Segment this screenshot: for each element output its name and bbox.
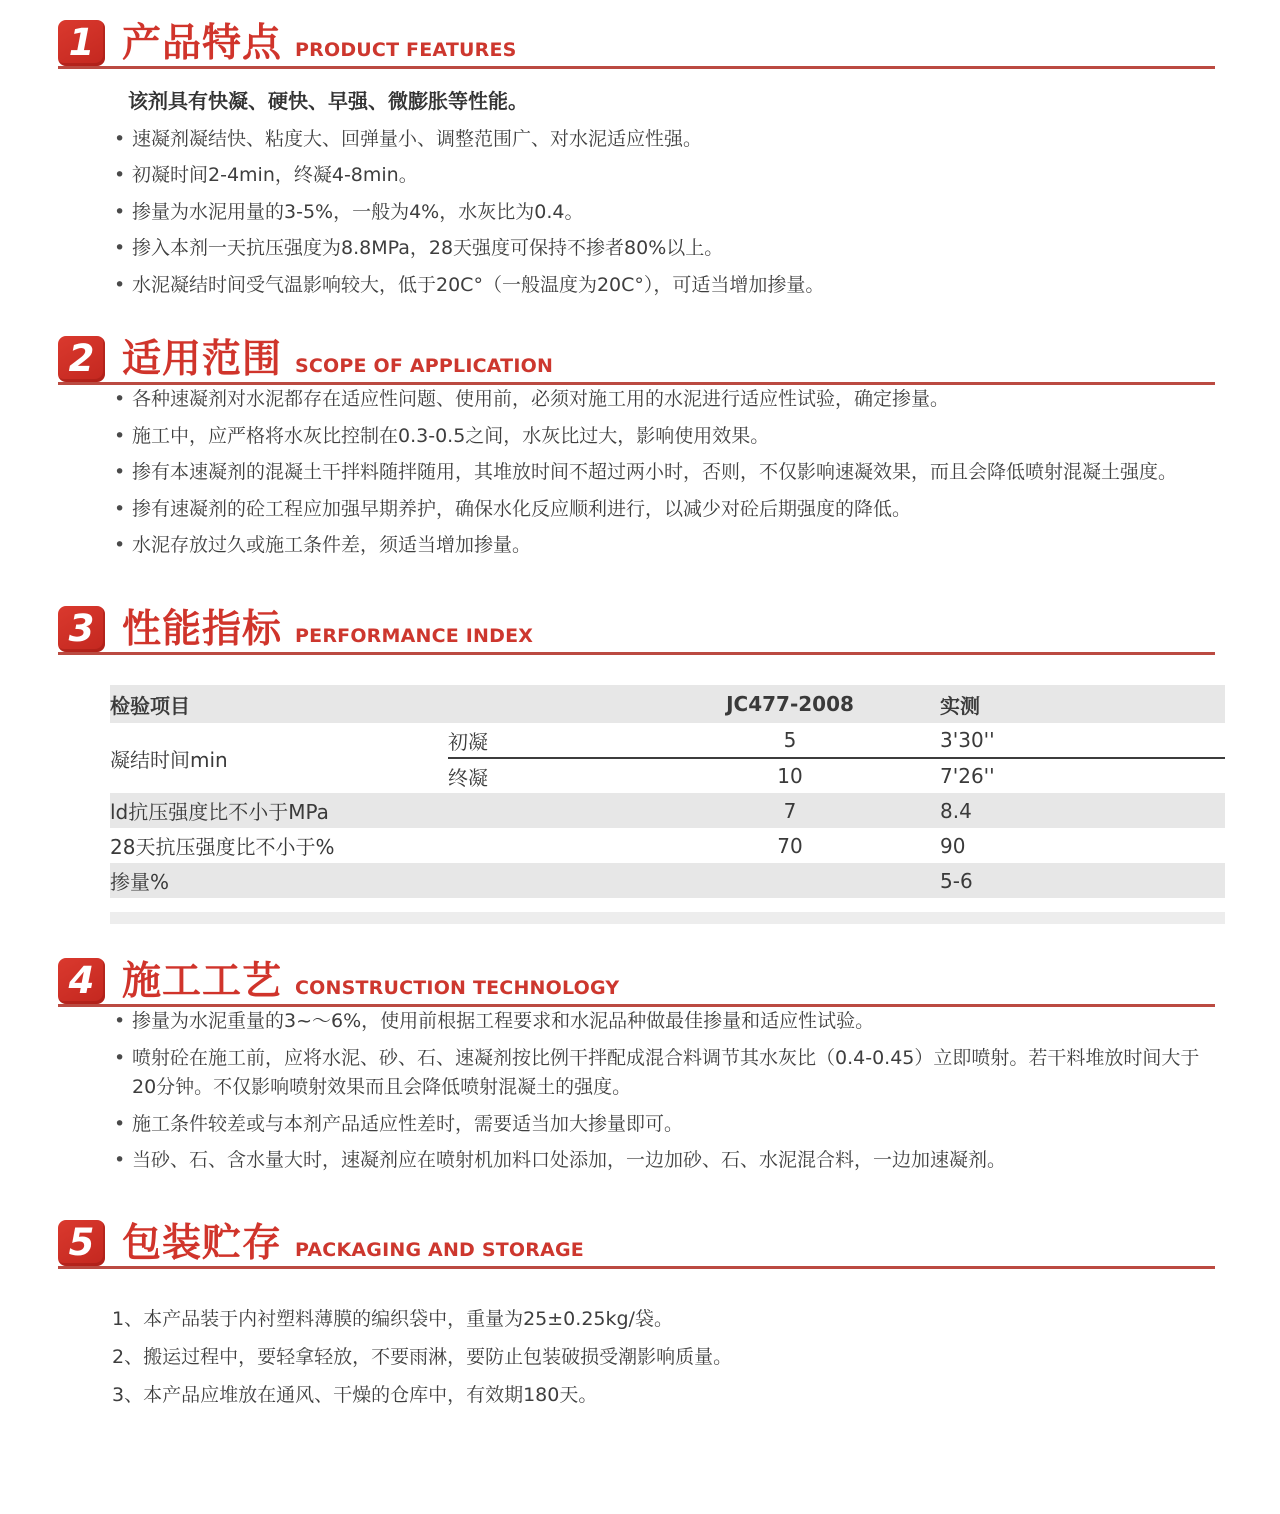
bullet-item: • 掺有本速凝剂的混凝土干拌料随拌随用，其堆放时间不超过两小时，否则，不仅影响速凝效果，而且会降低喷射混凝土强度。: [112, 458, 1214, 487]
product-datasheet-page: [0, 20, 1280, 1514]
bullet-item: • 各种速凝剂对水泥都存在适应性问题、使用前，必须对施工用的水泥进行适应性试验，确定掺量。: [112, 385, 1214, 414]
section-1-header: [58, 20, 1215, 69]
row-28d-label: 28天抗压强度比不小于%: [110, 835, 335, 860]
row-dosage-standard: [640, 863, 940, 898]
packaging-item: 1、本产品装于内衬塑料薄膜的编织袋中，重量为25±0.25kg/袋。: [112, 1307, 673, 1330]
section-scope-of-application: [0, 336, 1280, 560]
section-1-bullet-list: [112, 125, 1214, 300]
row-dosage-label: 掺量%: [110, 870, 170, 895]
section-1-content: [112, 87, 1214, 300]
row-dosage-measured: 5-6: [940, 868, 973, 893]
section-5-content: [112, 1305, 1214, 1411]
section-3-header: [58, 606, 1215, 655]
row-1d-label: ld抗压强度比不小于MPa: [110, 800, 329, 825]
section-4-content: [112, 1007, 1214, 1175]
table-header-row: [110, 685, 1225, 723]
section-2-title-en: SCOPE OF APPLICATION: [295, 355, 554, 378]
bullet-item: • 当砂、石、含水量大时，速凝剂应在喷射机加料口处添加，一边加砂、石、水泥混合料，一边加速凝剂。: [112, 1146, 1214, 1175]
section-4-header: [58, 958, 1215, 1007]
section-1-lead-text: 该剂具有快凝、硬快、早强、微膨胀等性能。: [128, 89, 528, 113]
section-performance-index: [0, 606, 1280, 924]
row-28d-standard: 70: [777, 833, 803, 858]
section-2-number-badge: 2: [58, 336, 105, 382]
section-packaging-and-storage: [0, 1220, 1280, 1411]
bullet-item: • 掺入本剂一天抗压强度为8.8MPa，28天强度可保持不掺者80%以上。: [112, 234, 1214, 263]
section-4-title-en: CONSTRUCTION TECHNOLOGY: [295, 977, 620, 1000]
row-1d-standard: 7: [783, 798, 797, 823]
section-2-content: [112, 385, 1214, 560]
table-header-item: 检验项目: [110, 693, 190, 718]
section-1-title-cn: 产品特点: [122, 21, 283, 67]
section-5-header: [58, 1220, 1215, 1269]
final-set-standard: 10: [777, 764, 803, 789]
bullet-item: • 水泥存放过久或施工条件差，须适当增加掺量。: [112, 531, 1214, 560]
table-bottom-bar: [110, 912, 1225, 924]
row-1d-measured: 8.4: [940, 798, 972, 823]
table-row-dosage: [110, 863, 1225, 898]
table-header-standard: JC477-2008: [726, 692, 854, 717]
section-4-number-badge: 4: [58, 958, 105, 1004]
bullet-item: • 初凝时间2-4min，终凝4-8min。: [112, 161, 1214, 190]
final-set-label: 终凝: [448, 765, 488, 790]
final-set-measured: 7'26'': [940, 764, 995, 789]
table-row-1d-strength: [110, 793, 1225, 828]
table-row-28d-strength: [110, 828, 1225, 863]
packaging-item: 3、本产品应堆放在通风、干燥的仓库中，有效期180天。: [112, 1384, 598, 1407]
initial-set-standard: 5: [640, 723, 940, 758]
bullet-item: • 掺有速凝剂的砼工程应加强早期养护，确保水化反应顺利进行，以减少对砼后期强度的降低。: [112, 495, 1214, 524]
bullet-item: • 掺量为水泥重量的3~～6%，使用前根据工程要求和水泥品种做最佳掺量和适应性试验。: [112, 1007, 1214, 1036]
section-4-bullet-list: [112, 1007, 1214, 1175]
section-5-title-en: PACKAGING AND STORAGE: [295, 1238, 584, 1261]
performance-index-table: [110, 685, 1225, 898]
bullet-item: • 喷射砼在施工前，应将水泥、砂、石、速凝剂按比例干拌配成混合料调节其水灰比（0.4-0.45）立即喷射。若干料堆放时间大于20分钟。不仅影响喷射效果而且会降低喷射混凝土的强度。: [112, 1044, 1214, 1103]
section-5-numbered-list: [112, 1305, 1214, 1411]
initial-set-measured: 3'30'': [940, 723, 1225, 758]
initial-set-label: 初凝: [448, 723, 640, 758]
setting-time-label: 凝结时间min: [110, 747, 228, 772]
bullet-item: • 速凝剂凝结快、粘度大、回弹量小、调整范围广、对水泥适应性强。: [112, 125, 1214, 154]
bullet-item: • 施工条件较差或与本剂产品适应性差时，需要适当加大掺量即可。: [112, 1110, 1214, 1139]
section-3-title-en: PERFORMANCE INDEX: [295, 625, 534, 648]
section-construction-technology: [0, 958, 1280, 1175]
section-2-title-cn: 适用范围: [122, 337, 283, 383]
packaging-item: 2、搬运过程中，要轻拿轻放，不要雨淋，要防止包装破损受潮影响质量。: [112, 1346, 733, 1368]
bullet-item: • 掺量为水泥用量的3-5%，一般为4%，水灰比为0.4。: [112, 198, 1214, 227]
section-2-bullet-list: [112, 385, 1214, 560]
section-3-title-cn: 性能指标: [122, 607, 283, 653]
section-2-header: [58, 336, 1215, 385]
table-row-setting-time-initial: [110, 723, 1225, 758]
section-5-title-cn: 包装贮存: [122, 1220, 283, 1266]
table-header-measured: 实测: [940, 693, 980, 718]
row-28d-measured: 90: [940, 833, 966, 858]
bullet-item: • 施工中，应严格将水灰比控制在0.3-0.5之间，水灰比过大，影响使用效果。: [112, 422, 1214, 451]
section-5-number-badge: 5: [58, 1220, 105, 1266]
bullet-item: • 水泥凝结时间受气温影响较大，低于20C°（一般温度为20C°），可适当增加掺量。: [112, 271, 1214, 300]
section-3-number-badge: 3: [58, 606, 105, 652]
section-1-title-en: PRODUCT FEATURES: [295, 39, 517, 61]
section-4-title-cn: 施工工艺: [122, 959, 283, 1005]
section-1-number-badge: 1: [58, 20, 105, 66]
section-product-features: [0, 20, 1280, 300]
